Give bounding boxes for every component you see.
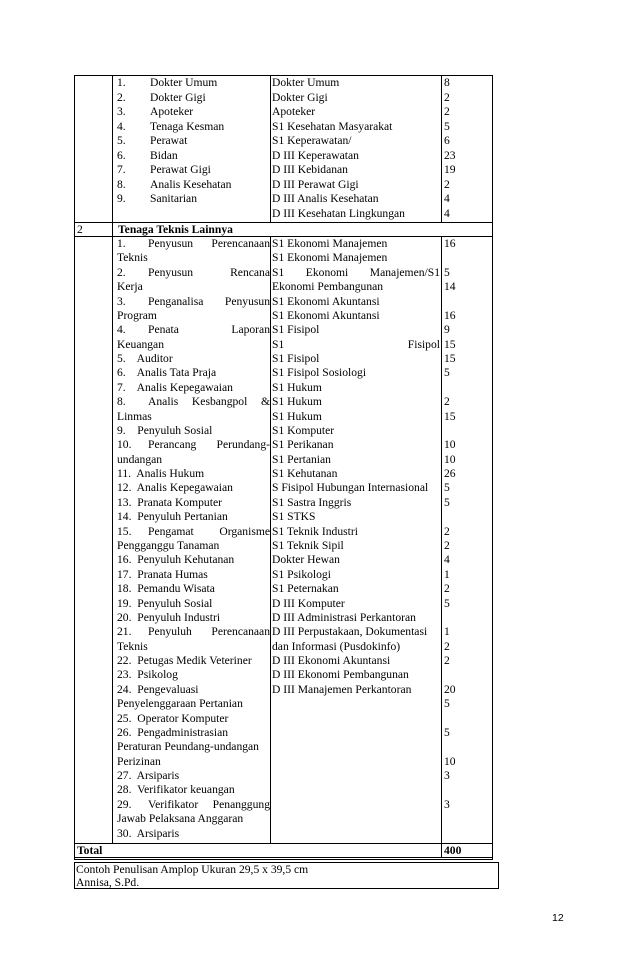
education-qualification: D III Kesehatan Lingkungan: [272, 206, 405, 220]
staff-count: 2: [444, 654, 450, 668]
staff-count: 15: [444, 409, 456, 423]
total-value: 400: [444, 844, 462, 857]
education-qualification: D III Manajemen Perkantoran: [272, 682, 412, 696]
position-name: 7. Analis Kepegawaian: [117, 380, 233, 394]
staff-count: 2: [444, 177, 450, 191]
position-name: 6. Analis Tata Praja: [117, 366, 217, 380]
row-number: 4.: [117, 119, 126, 133]
education-qualification: S1 Ekonomi Akuntansi: [272, 308, 380, 322]
row-number: 3.: [117, 294, 126, 308]
row-number: 8.: [117, 395, 126, 409]
staff-count: 2: [444, 639, 450, 653]
position-name: Keuangan: [117, 337, 164, 351]
position-name: Peraturan Peundang-undangan: [117, 740, 259, 754]
education-qualification-justified: [272, 266, 440, 280]
position-name: 12. Analis Kepegawaian: [117, 481, 233, 495]
row-number: 9.: [117, 192, 126, 205]
staff-count: 16: [444, 308, 456, 322]
position-name: 22. Petugas Medik Veteriner: [117, 654, 252, 668]
staff-count: 5: [444, 697, 450, 711]
staff-count: 9: [444, 323, 450, 337]
row-number: 2.: [117, 265, 126, 279]
position-name-justified: [117, 625, 270, 639]
position-words: [148, 525, 270, 539]
education-word: Fisipol: [407, 337, 440, 351]
position-word: Pengamat: [148, 524, 194, 538]
education-qualification: S1 Keperawatan/: [272, 134, 352, 147]
education-qualification: S1 Fisipol: [272, 352, 320, 366]
position-word: Penyusun: [148, 265, 194, 279]
section-2-number: 2: [77, 223, 83, 236]
education-qualification: D III Komputer: [272, 596, 345, 610]
position-name: 16. Penyuluh Kehutanan: [117, 553, 235, 567]
education-qualification: S1 Perikanan: [272, 438, 334, 452]
education-qualification: Dokter Umum: [272, 76, 340, 89]
position-word: Penyuluh: [148, 625, 192, 639]
position-name-justified: [117, 525, 270, 539]
position-word: Perencanaan: [211, 237, 270, 250]
education-qualification: D III Keperawatan: [272, 148, 359, 162]
position-name: 19. Penyuluh Sosial: [117, 596, 213, 610]
position-name: 13. Pranata Komputer: [117, 495, 222, 509]
position-name: Jawab Pelaksana Anggaran: [117, 812, 244, 826]
position-name: 5. Auditor: [117, 352, 173, 366]
position-name-justified: [117, 438, 270, 452]
position-words: [148, 295, 270, 309]
position-name: 27. Arsiparis: [117, 769, 180, 783]
staff-count: 5: [444, 366, 450, 380]
position-words: [148, 438, 270, 452]
staff-count: 1: [444, 567, 450, 581]
position-name: Sanitarian: [150, 192, 198, 205]
position-name: Analis Kesehatan: [150, 177, 232, 191]
table-left-border: [74, 75, 75, 859]
position-name: 20. Penyuluh Industri: [117, 610, 221, 624]
staff-count: 16: [444, 237, 456, 250]
education-qualification: S1 Peternakan: [272, 582, 339, 596]
row-number: 1.: [117, 237, 126, 250]
staff-count: 2: [444, 395, 450, 409]
staff-count: 4: [444, 553, 450, 567]
total-bottom-border: [74, 857, 493, 858]
education-qualification: dan Informasi (Pusdokinfo): [272, 639, 401, 653]
position-name: Perawat Gigi: [150, 163, 211, 176]
position-words: [148, 798, 270, 812]
staff-count: 1: [444, 625, 450, 639]
education-qualification: D III Kebidanan: [272, 163, 348, 176]
education-qualification: S1 Ekonomi Akuntansi: [272, 294, 380, 308]
staff-count: 5: [444, 119, 450, 133]
staff-count: 10: [444, 452, 456, 466]
position-name: 28. Verifikator keuangan: [117, 783, 235, 797]
position-words: [148, 625, 270, 639]
row-number: 3.: [117, 105, 126, 118]
position-name-justified: [117, 237, 270, 251]
staff-count: 20: [444, 682, 456, 696]
row-number: 6.: [117, 148, 126, 162]
position-name: Penyelenggaraan Pertanian: [117, 697, 243, 711]
staff-count: 2: [444, 582, 450, 596]
staff-count: 2: [444, 105, 450, 118]
staff-count: 5: [444, 495, 450, 509]
position-word: Rencana: [230, 265, 270, 279]
position-name: 30. Arsiparis: [117, 826, 180, 840]
education-qualification: D III Ekonomi Pembangunan: [272, 668, 409, 682]
position-name: Program: [117, 308, 157, 322]
education-qualification: S1 Kehutanan: [272, 467, 338, 481]
envelope-line-2: Annisa, S.Pd.: [76, 876, 140, 889]
education-qualification: D III Perpustakaan, Dokumentasi: [272, 625, 428, 639]
position-word: Perundang-: [216, 438, 270, 452]
row-number: 7.: [117, 163, 126, 176]
position-name: Perizinan: [117, 754, 161, 768]
position-words: [148, 237, 270, 251]
position-name: 18. Pemandu Wisata: [117, 582, 215, 596]
position-words: [148, 266, 270, 280]
position-word: Organisme: [219, 524, 270, 538]
position-name-justified: [117, 395, 270, 409]
staff-count: 14: [444, 280, 456, 294]
staff-count: 15: [444, 352, 456, 366]
position-name: Bidan: [150, 148, 178, 162]
staff-count: 3: [444, 769, 450, 783]
staff-count: 5: [444, 725, 450, 739]
education-qualification: S1 STKS: [272, 510, 316, 524]
position-name: 24. Pengevaluasi: [117, 682, 199, 696]
education-qualification: S1 Fisipol: [272, 323, 320, 337]
position-name: Teknis: [117, 639, 148, 653]
staff-count: 15: [444, 337, 456, 351]
row-number: 29.: [117, 797, 132, 811]
row-number: 5.: [117, 134, 126, 147]
position-word: Kesbangpol: [191, 395, 248, 409]
staff-count: 5: [444, 481, 450, 495]
position-word: Penata: [148, 323, 179, 337]
education-qualification: D III Administrasi Perkantoran: [272, 610, 416, 624]
education-qualification: S1 Hukum: [272, 409, 322, 423]
row-number: 4.: [117, 323, 126, 337]
column-divider-1: [112, 75, 113, 843]
education-word: S1: [272, 337, 285, 351]
education-qualification: S1 Hukum: [272, 395, 322, 409]
education-qualification: S1 Hukum: [272, 380, 322, 394]
staff-count: 2: [444, 538, 450, 552]
row-number: 1.: [117, 76, 126, 89]
row-number: 21.: [117, 625, 132, 639]
position-name: Apoteker: [150, 105, 194, 118]
education-qualification: S1 Pertanian: [272, 452, 331, 466]
education-qualification: S1 Teknik Sipil: [272, 538, 344, 552]
education-qualification: S1 Fisipol Sosiologi: [272, 366, 367, 380]
staff-count: 23: [444, 148, 456, 162]
position-name: 14. Penyuluh Pertanian: [117, 510, 228, 524]
position-name-justified: [117, 323, 270, 337]
position-name: 11. Analis Hukum: [117, 467, 205, 481]
position-name: 26. Pengadministrasian: [117, 725, 229, 739]
education-qualification: S1 Ekonomi Manajemen: [272, 237, 388, 250]
position-words: [148, 323, 270, 337]
staff-count: 5: [444, 265, 450, 279]
position-name: Kerja: [117, 280, 143, 294]
education-qualification: S1 Teknik Industri: [272, 524, 358, 538]
position-word: Penyusun: [148, 237, 194, 250]
position-name-justified: [117, 798, 270, 812]
row-number: 8.: [117, 177, 126, 191]
staff-count: 2: [444, 524, 450, 538]
staff-count: 4: [444, 206, 450, 220]
position-name: 17. Pranata Humas: [117, 567, 208, 581]
position-word: &: [260, 395, 270, 409]
staff-count: 4: [444, 192, 450, 205]
education-qualification: S1 Komputer: [272, 423, 335, 437]
position-name: Dokter Umum: [150, 76, 218, 89]
education-qualification: D III Perawat Gigi: [272, 177, 359, 191]
position-words: [148, 395, 270, 409]
page-number: 12: [552, 912, 564, 924]
education-qualification: Dokter Hewan: [272, 553, 340, 567]
staff-count: 5: [444, 596, 450, 610]
education-qualification: D III Analis Kesehatan: [272, 192, 379, 205]
education-word: Manajemen/S1: [369, 265, 440, 279]
education-qualification: Dokter Gigi: [272, 90, 328, 104]
staff-count: 26: [444, 467, 456, 481]
education-qualification: S1 Ekonomi Manajemen: [272, 251, 388, 265]
position-name-justified: [117, 266, 270, 280]
education-word: S1: [272, 265, 285, 279]
staff-count: 10: [444, 438, 456, 452]
staff-count: 19: [444, 163, 456, 176]
education-qualification: Ekonomi Pembangunan: [272, 280, 384, 294]
position-word: Penganalisa: [148, 294, 204, 308]
position-name: 23. Psikolog: [117, 668, 178, 682]
staff-count: 10: [444, 754, 456, 768]
column-divider-3b: [441, 236, 442, 857]
total-label: Total: [77, 844, 103, 857]
staff-count: 8: [444, 76, 450, 89]
staff-count: 2: [444, 90, 450, 104]
education-word: Ekonomi: [305, 265, 349, 279]
position-name: 25. Operator Komputer: [117, 711, 229, 725]
position-name: Teknis: [117, 251, 148, 265]
envelope-box-left: [74, 862, 75, 889]
section-2-title: Tenaga Teknis Lainnya: [118, 223, 233, 236]
position-name: Pengganggu Tanaman: [117, 538, 220, 552]
position-word: Verifikator: [148, 797, 199, 811]
staff-count: 6: [444, 134, 450, 147]
education-qualification: S1 Sastra Inggris: [272, 495, 352, 509]
position-name: Dokter Gigi: [150, 90, 206, 104]
column-divider-2b: [270, 236, 271, 843]
column-divider-3: [441, 75, 442, 222]
column-divider-2: [270, 75, 271, 222]
staff-count: 3: [444, 797, 450, 811]
position-name: Tenaga Kesman: [150, 119, 225, 133]
table-right-border: [492, 75, 493, 859]
row-number: 2.: [117, 90, 126, 104]
position-name: Linmas: [117, 409, 152, 423]
envelope-box-right: [498, 862, 499, 889]
position-word: Penanggung: [212, 797, 270, 811]
education-qualification: D III Ekonomi Akuntansi: [272, 654, 391, 668]
education-qualification: S1 Kesehatan Masyarakat: [272, 119, 393, 133]
education-qualification-justified: [272, 338, 440, 352]
education-qualification: Apoteker: [272, 105, 316, 118]
education-qualification: S Fisipol Hubungan Internasional: [272, 481, 429, 495]
position-name: 9. Penyuluh Sosial: [117, 423, 213, 437]
row-number: 15.: [117, 524, 132, 538]
envelope-line-1: Contoh Penulisan Amplop Ukuran 29,5 x 39,5 cm: [76, 863, 309, 876]
education-qualification: S1 Psikologi: [272, 567, 331, 581]
total-bottom-border-2: [74, 859, 493, 860]
position-word: Penyusun: [224, 294, 270, 308]
position-word: Analis: [148, 395, 179, 409]
row-number: 10.: [117, 438, 132, 452]
total-top-border: [74, 843, 493, 844]
position-name-justified: [117, 295, 270, 309]
position-word: Perancang: [148, 438, 197, 452]
position-word: Laporan: [231, 323, 270, 337]
position-word: Perencanaan: [211, 625, 270, 639]
position-name: undangan: [117, 452, 163, 466]
position-name: Perawat: [150, 134, 188, 147]
